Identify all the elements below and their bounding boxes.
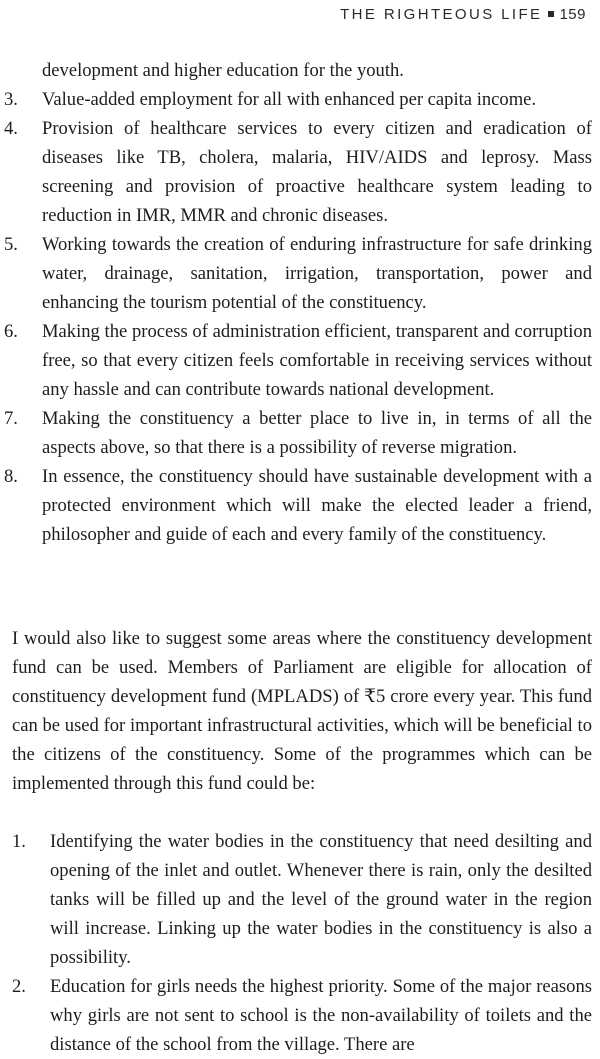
list-item-text: In essence, the constituency should have sustainable development with a protected environment which will make the elected leader a friend, philosopher and guide of each and every family of the constituency. (42, 466, 592, 545)
running-head-title: THE RIGHTEOUS LIFE (340, 6, 543, 23)
list-item-number: 6. (4, 321, 18, 342)
list-item-number: 4. (4, 118, 18, 139)
running-head (340, 6, 586, 23)
list-item-number: 8. (4, 466, 18, 487)
list-item (0, 85, 600, 114)
list-item-number: 1. (12, 831, 26, 852)
list-item-text: Working towards the creation of enduring infrastructure for safe drinking water, drainage, sanitation, irrigation, transportation, power and enhancing the tourism potential of the constituency. (42, 234, 592, 313)
list-item-number: 2. (12, 976, 26, 997)
list-item-number: 7. (4, 408, 18, 429)
page-number: 159 (559, 6, 586, 23)
list-item-continued (0, 56, 600, 85)
list-item-text: Education for girls needs the highest priority. Some of the major reasons why girls are not sent to school is the non-availability of toilets and the distance of the school from the village. There are (50, 976, 592, 1055)
list-item (0, 972, 600, 1059)
list-item (0, 230, 600, 317)
list-item (0, 404, 600, 462)
list-item (0, 462, 600, 549)
list-item-number: 3. (4, 89, 18, 110)
list-item-text: Value-added employment for all with enhanced per capita income. (42, 89, 537, 110)
list-item (0, 317, 600, 404)
list-item (0, 114, 600, 230)
list-item-text: development and higher education for the youth. (42, 60, 404, 81)
body-paragraph: I would also like to suggest some areas where the constituency development fund can be used. Members of Parliament are eligible for allocation of constituency development fund (MPLADS) of ₹5 crore every year. This fund can be used for important infrastructural activities, which will be beneficial to the citizens of the constituency. Some of the programmes which can be implemented through this fund could be: (12, 627, 592, 794)
numbered-list-programmes (0, 827, 600, 1059)
list-item-text: Making the process of administration efficient, transparent and corruption free, so that every citizen feels comfortable in receiving services without any hassle and can contribute towards national development. (42, 321, 592, 400)
list-item (0, 827, 600, 972)
list-item-text: Making the constituency a better place to live in, in terms of all the aspects above, so that there is a possibility of reverse migration. (42, 408, 592, 458)
list-item-text: Provision of healthcare services to every citizen and eradication of diseases like TB, cholera, malaria, HIV/AIDS and leprosy. Mass screening and provision of proactive healthcare system leading to reduction in IMR, MMR and chronic diseases. (42, 118, 592, 226)
numbered-list-goals (0, 56, 600, 549)
list-item-number: 5. (4, 234, 18, 255)
separator-square-icon (548, 11, 554, 17)
list-item-text: Identifying the water bodies in the constituency that need desilting and opening of the inlet and outlet. Whenever there is rain, only the desilted tanks will be filled up and the level of the ground water in the region will increase. Linking up the water bodies in the constituency is also a possibility. (50, 831, 592, 968)
